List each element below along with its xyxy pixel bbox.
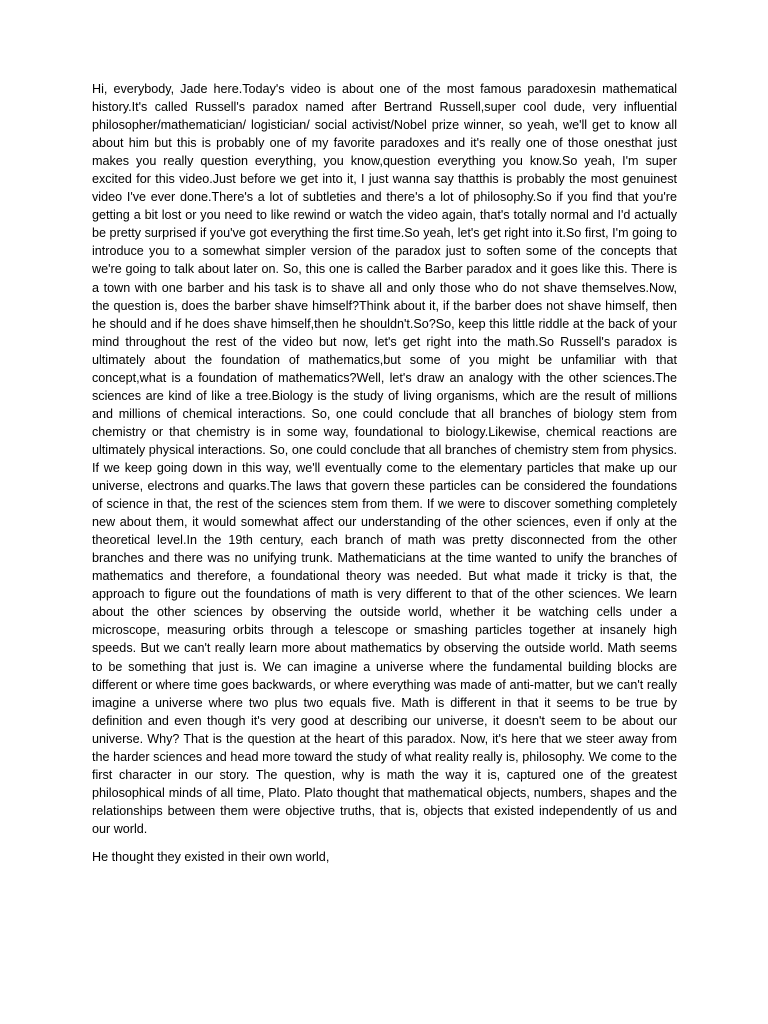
transcript-paragraph-1: Hi, everybody, Jade here.Today's video is about one of the most famous paradoxesin mathematical history.It's called Russell's paradox named after Bertrand Russell,super cool dude, very influential philosopher/mathematician/ logistician/ social activist/Nobel prize winner, so yeah, we'll get to know all about him but this is probably one of my favorite paradoxes and it's really one of those onesthat just makes you really question everything, you know,question everything you know.So yeah, I'm super excited for this video.Just before we get into it, I just wanna say thatthis is probably the most genuinest video I've ever done.There's a lot of subtleties and there's a lot of philosophy.So if you find that you're getting a bit lost or you need to like rewind or watch the video again, that's totally normal and I'd actually be pretty surprised if you've got everything the first time.So yeah, let's get right into it.So first, I'm going to introduce you to a somewhat simpler version of the paradox just to soften some of the concepts that we're going to talk about later on. So, this one is called the Barber paradox and it goes like this. There is a town with one barber and his task is to shave all and only those who do not shave themselves.Now, the question is, does the barber shave himself?Think about it, if the barber does not shave himself, then he should and if he does shave himself,then he shouldn't.So?So, keep this little riddle at the back of your mind throughout the rest of the video but now, let's get right into the math.So Russell's paradox is ultimately about the foundation of mathematics,but some of you might be unfamiliar with that concept,what is a foundation of mathematics?Well, let's draw an analogy with the other sciences.The sciences are kind of like a tree.Biology is the study of living organisms, which are the result of millions and millions of chemical interactions. So, one could conclude that all branches of biology stem from chemistry or that chemistry is in some way, foundational to biology.Likewise, chemical reactions are ultimately physical interactions. So, one could conclude that all branches of chemistry stem from physics. If we keep going down in this way, we'll eventually come to the elementary particles that make up our universe, electrons and quarks.The laws that govern these particles can be considered the foundations of science in that, the rest of the sciences stem from them. If we were to discover something completely new about them, it would somewhat affect our understanding of the other sciences, even if only at the theoretical level.In the 19th century, each branch of math was pretty disconnected from the other branches and there was no unifying trunk. Mathematicians at the time wanted to unify the branches of mathematics and therefore, a foundational theory was needed. But what made it tricky is that, the approach to figure out the foundations of math is very different to that of the other sciences. We learn about the other sciences by observing the outside world, whether it be watching cells under a microscope, measuring orbits through a telescope or smashing particles together at insanely high speeds. But we can't really learn more about mathematics by observing the outside world. Math seems to be something that just is. We can imagine a universe where the fundamental building blocks are different or where time goes backwards, or where everything was made of anti-matter, but we can't really imagine a universe where two plus two equals five. Math is different in that it seems to be true by definition and even though it's very good at describing our universe, it doesn't seem to be about our universe. Why? That is the question at the heart of this paradox. Now, it's here that we steer away from the harder sciences and head more toward the study of what reality really is, philosophy. We come to the first character in our story. The question, why is math the way it is, captured one of the greatest philosophical minds of all time, Plato. Plato thought that mathematical objects, numbers, shapes and the relationships between them were objective truths, that is, objects that existed independently of us and our world. [92,82,677,836]
document-page [92,80,677,866]
transcript-paragraph-2: He thought they existed in their own world, [92,849,330,864]
